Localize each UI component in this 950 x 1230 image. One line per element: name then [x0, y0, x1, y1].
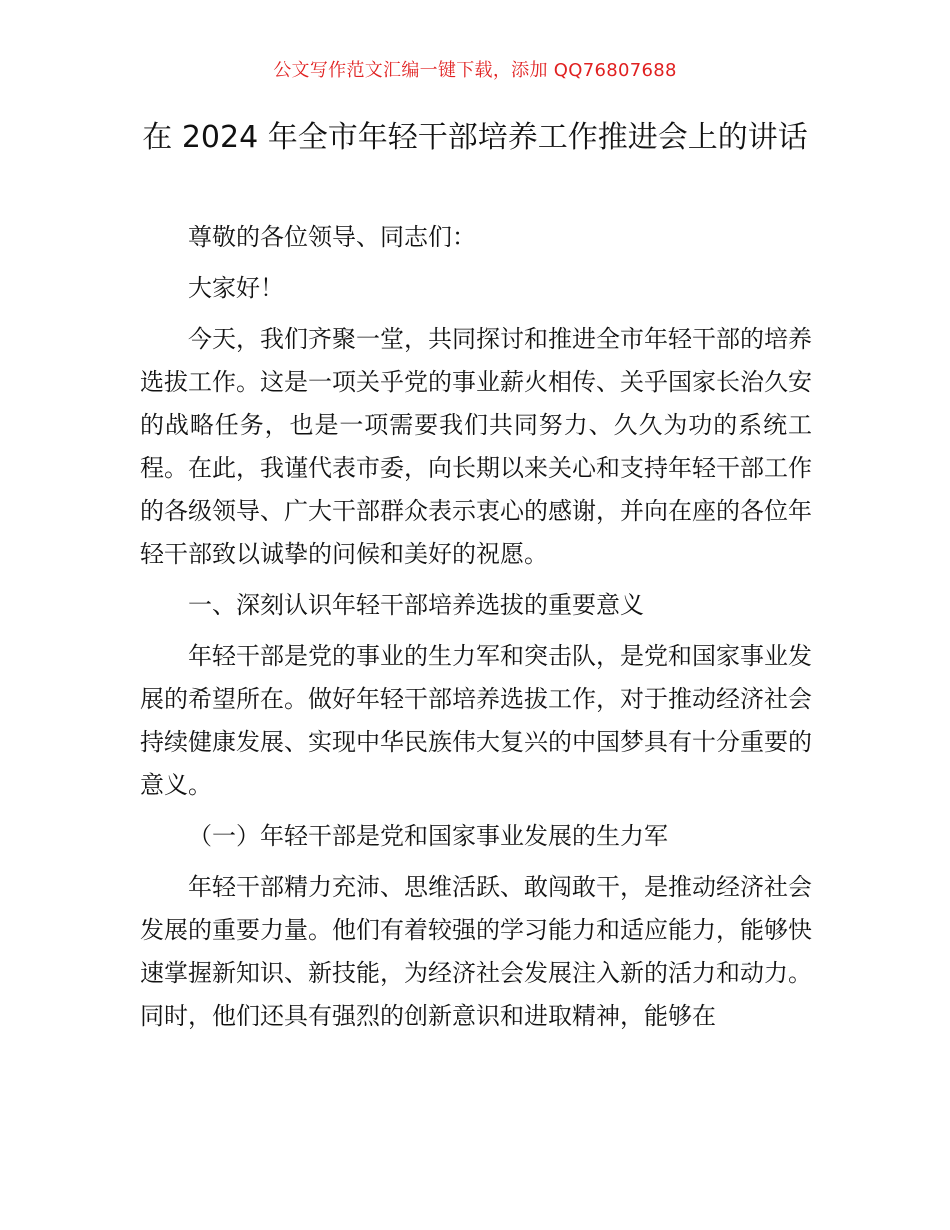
subsection-heading-1: （一）年轻干部是党和国家事业发展的生力军 — [188, 822, 668, 850]
section-heading-1: 一、深刻认识年轻干部培养选拔的重要意义 — [188, 591, 644, 619]
watermark-banner: 公文写作范文汇编一键下载，添加 QQ76807688 — [273, 60, 677, 81]
greeting: 大家好！ — [188, 274, 284, 302]
document-body — [140, 216, 812, 1038]
paragraph-intro: 今天，我们齐聚一堂，共同探讨和推进全市年轻干部的培养选拔工作。这是一项关乎党的事业薪火相传、关乎国家长治久安的战略任务，也是一项需要我们共同努力、久久为功的系统工程。在此，我谨代表市委，向长期以来关心和支持年轻干部工作的各级领导、广大干部群众表示衷心的感谢，并向在座的各位年轻干部致以诚挚的问候和美好的祝愿。 — [140, 325, 812, 568]
paragraph-section-1: 年轻干部是党的事业的生力军和突击队，是党和国家事业发展的希望所在。做好年轻干部培养选拔工作，对于推动经济社会持续健康发展、实现中华民族伟大复兴的中国梦具有十分重要的意义。 — [140, 642, 812, 799]
paragraph-subsection-1: 年轻干部精力充沛、思维活跃、敢闯敢干，是推动经济社会发展的重要力量。他们有着较强的学习能力和适应能力，能够快速掌握新知识、新技能，为经济社会发展注入新的活力和动力。同时，他们还具有强烈的创新意识和进取精神，能够在 — [140, 873, 812, 1030]
document-title: 在 2024 年全市年轻干部培养工作推进会上的讲话 — [142, 120, 808, 155]
salutation: 尊敬的各位领导、同志们： — [188, 223, 476, 251]
